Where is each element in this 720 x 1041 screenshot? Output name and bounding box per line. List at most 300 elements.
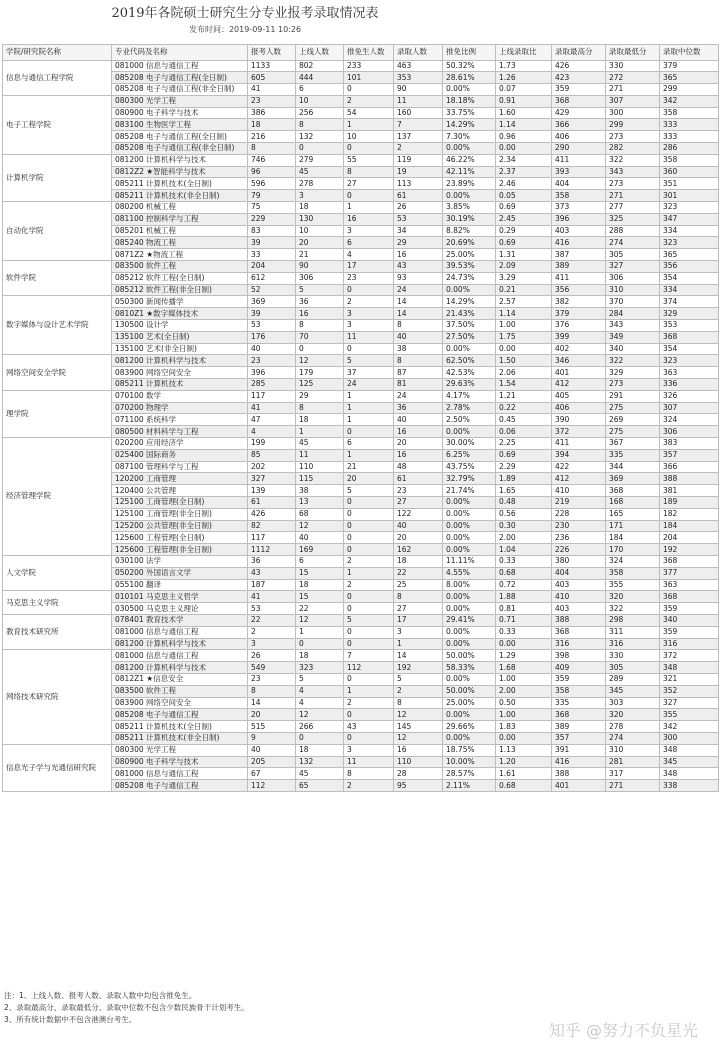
value-cell: 192: [394, 662, 443, 674]
value-cell: 323: [296, 662, 344, 674]
value-cell: 406: [552, 402, 606, 414]
value-cell: 41: [248, 84, 296, 96]
value-cell: 32.79%: [443, 473, 496, 485]
value-cell: 37: [344, 367, 394, 379]
value-cell: 226: [552, 544, 606, 556]
value-cell: 39: [248, 308, 296, 320]
value-cell: 39.53%: [443, 261, 496, 273]
value-cell: 357: [660, 449, 719, 461]
value-cell: 316: [660, 638, 719, 650]
value-cell: 61: [394, 190, 443, 202]
school-name-cell: 自动化学院: [3, 202, 112, 261]
value-cell: 310: [606, 284, 660, 296]
value-cell: 33.75%: [443, 107, 496, 119]
value-cell: 132: [296, 756, 344, 768]
value-cell: 338: [660, 780, 719, 792]
value-cell: 327: [660, 697, 719, 709]
value-cell: 746: [248, 154, 296, 166]
value-cell: 199: [248, 438, 296, 450]
value-cell: 8: [248, 143, 296, 155]
value-cell: 3: [296, 190, 344, 202]
value-cell: 389: [552, 721, 606, 733]
major-cell: 085208 电子与通信工程(非全日制): [112, 143, 248, 155]
value-cell: 1: [296, 426, 344, 438]
value-cell: 16: [394, 426, 443, 438]
major-cell: 080500 材料科学与工程: [112, 426, 248, 438]
value-cell: 359: [552, 84, 606, 96]
value-cell: 0: [344, 591, 394, 603]
major-cell: 125600 工程管理(全日制): [112, 532, 248, 544]
major-cell: 085212 软件工程(非全日制): [112, 284, 248, 296]
value-cell: 8: [394, 697, 443, 709]
value-cell: 388: [552, 614, 606, 626]
major-cell: 025400 国际商务: [112, 449, 248, 461]
major-cell: 030100 法学: [112, 555, 248, 567]
value-cell: 204: [248, 261, 296, 273]
value-cell: 0.00%: [443, 190, 496, 202]
value-cell: 4: [296, 697, 344, 709]
value-cell: 23: [248, 355, 296, 367]
value-cell: 0.00%: [443, 638, 496, 650]
value-cell: 409: [552, 662, 606, 674]
value-cell: 0.00%: [443, 626, 496, 638]
value-cell: 27: [344, 178, 394, 190]
value-cell: 11: [296, 449, 344, 461]
value-cell: 0: [344, 496, 394, 508]
value-cell: 388: [660, 473, 719, 485]
value-cell: 1: [344, 567, 394, 579]
value-cell: 416: [552, 237, 606, 249]
value-cell: 345: [606, 685, 660, 697]
value-cell: 0: [344, 603, 394, 615]
value-cell: 422: [552, 461, 606, 473]
value-cell: 403: [552, 579, 606, 591]
major-cell: 081100 控制科学与工程: [112, 213, 248, 225]
value-cell: 28.61%: [443, 72, 496, 84]
value-cell: 4.55%: [443, 567, 496, 579]
value-cell: 40: [394, 331, 443, 343]
value-cell: 323: [660, 237, 719, 249]
value-cell: 0.00: [496, 732, 552, 744]
value-cell: 2.25: [496, 438, 552, 450]
value-cell: 0.00%: [443, 603, 496, 615]
value-cell: 363: [660, 579, 719, 591]
value-cell: 117: [248, 390, 296, 402]
value-cell: 0.00%: [443, 532, 496, 544]
table-row: [3, 296, 719, 308]
value-cell: 8: [296, 119, 344, 131]
value-cell: 281: [606, 756, 660, 768]
value-cell: 374: [660, 296, 719, 308]
value-cell: 18: [296, 202, 344, 214]
column-header: 学院/研究院名称: [3, 45, 112, 61]
value-cell: 29: [296, 390, 344, 402]
value-cell: 2.50%: [443, 414, 496, 426]
value-cell: 273: [606, 131, 660, 143]
major-cell: 085208 电子与通信工程(全日制): [112, 72, 248, 84]
value-cell: 345: [660, 756, 719, 768]
page-title: 2019年各院硕士研究生分专业报考录取情况表: [111, 6, 379, 21]
major-cell: 080900 电子科学与技术: [112, 107, 248, 119]
value-cell: 62.50%: [443, 355, 496, 367]
value-cell: 365: [660, 249, 719, 261]
column-header: 录取中位数: [660, 45, 719, 61]
value-cell: 269: [606, 414, 660, 426]
value-cell: 360: [660, 166, 719, 178]
value-cell: 1: [344, 119, 394, 131]
value-cell: 8: [394, 591, 443, 603]
value-cell: 0.96: [496, 131, 552, 143]
value-cell: 95: [394, 780, 443, 792]
table-row: [3, 60, 719, 72]
column-header: 专业代码及名称: [112, 45, 248, 61]
major-cell: 135100 艺术(全日制): [112, 331, 248, 343]
value-cell: 15: [296, 591, 344, 603]
value-cell: 390: [552, 414, 606, 426]
value-cell: 285: [248, 379, 296, 391]
value-cell: 169: [296, 544, 344, 556]
value-cell: 67: [248, 768, 296, 780]
value-cell: 316: [606, 638, 660, 650]
value-cell: 45: [296, 166, 344, 178]
value-cell: 112: [248, 780, 296, 792]
value-cell: 396: [552, 213, 606, 225]
value-cell: 1112: [248, 544, 296, 556]
value-cell: 43: [394, 261, 443, 273]
value-cell: 179: [296, 367, 344, 379]
major-cell: 087100 管理科学与工程: [112, 461, 248, 473]
major-cell: 085211 计算机技术(非全日制): [112, 190, 248, 202]
value-cell: 42.53%: [443, 367, 496, 379]
value-cell: 43: [344, 721, 394, 733]
major-cell: 120200 工商管理: [112, 473, 248, 485]
value-cell: 0: [344, 426, 394, 438]
value-cell: 18: [296, 650, 344, 662]
value-cell: 14: [394, 650, 443, 662]
value-cell: 79: [248, 190, 296, 202]
value-cell: 145: [394, 721, 443, 733]
value-cell: 404: [552, 567, 606, 579]
value-cell: 0.68: [496, 567, 552, 579]
value-cell: 0.48: [496, 496, 552, 508]
value-cell: 383: [660, 438, 719, 450]
major-cell: 070100 数学: [112, 390, 248, 402]
value-cell: 1.54: [496, 379, 552, 391]
value-cell: 26: [248, 650, 296, 662]
value-cell: 70: [296, 331, 344, 343]
value-cell: 2.78%: [443, 402, 496, 414]
value-cell: 0: [344, 544, 394, 556]
value-cell: 1.88: [496, 591, 552, 603]
footnote: 3、所有统计数据中不包含港澳台考生。: [4, 1015, 137, 1024]
value-cell: 40: [248, 744, 296, 756]
value-cell: 7.30%: [443, 131, 496, 143]
value-cell: 429: [552, 107, 606, 119]
value-cell: 0.00%: [443, 709, 496, 721]
major-cell: 085208 电子与通信工程: [112, 709, 248, 721]
value-cell: 463: [394, 60, 443, 72]
value-cell: 21: [344, 461, 394, 473]
major-cell: 080200 机械工程: [112, 202, 248, 214]
major-cell: 055100 翻译: [112, 579, 248, 591]
value-cell: 28.57%: [443, 768, 496, 780]
value-cell: 137: [394, 131, 443, 143]
major-cell: 130500 设计学: [112, 320, 248, 332]
value-cell: 266: [296, 721, 344, 733]
table-row: [3, 438, 719, 450]
value-cell: 11.11%: [443, 555, 496, 567]
value-cell: 1.60: [496, 107, 552, 119]
value-cell: 372: [552, 426, 606, 438]
value-cell: 8: [296, 402, 344, 414]
value-cell: 12: [296, 355, 344, 367]
value-cell: 353: [660, 320, 719, 332]
value-cell: 327: [606, 261, 660, 273]
value-cell: 96: [248, 166, 296, 178]
value-cell: 347: [660, 213, 719, 225]
value-cell: 14: [394, 308, 443, 320]
value-cell: 3: [344, 744, 394, 756]
value-cell: 305: [606, 662, 660, 674]
value-cell: 344: [606, 461, 660, 473]
value-cell: 0.29: [496, 225, 552, 237]
value-cell: 10: [296, 225, 344, 237]
value-cell: 50.32%: [443, 60, 496, 72]
value-cell: 256: [296, 107, 344, 119]
value-cell: 379: [552, 308, 606, 320]
value-cell: 7: [344, 650, 394, 662]
major-cell: 085211 计算机技术(全日制): [112, 178, 248, 190]
school-name-cell: 网络空间安全学院: [3, 355, 112, 390]
value-cell: 160: [394, 107, 443, 119]
value-cell: 170: [606, 544, 660, 556]
major-cell: 083500 软件工程: [112, 685, 248, 697]
value-cell: 204: [660, 532, 719, 544]
value-cell: 29: [394, 237, 443, 249]
school-name-cell: 计算机学院: [3, 154, 112, 201]
value-cell: 54: [344, 107, 394, 119]
value-cell: 23: [248, 95, 296, 107]
value-cell: 359: [552, 673, 606, 685]
value-cell: 2: [344, 555, 394, 567]
major-cell: 078401 教育技术学: [112, 614, 248, 626]
value-cell: 2: [344, 579, 394, 591]
value-cell: 348: [660, 662, 719, 674]
value-cell: 336: [660, 379, 719, 391]
value-cell: 2.46: [496, 178, 552, 190]
value-cell: 2.29: [496, 461, 552, 473]
value-cell: 368: [660, 331, 719, 343]
value-cell: 352: [660, 685, 719, 697]
value-cell: 1.14: [496, 308, 552, 320]
value-cell: 81: [394, 379, 443, 391]
value-cell: 168: [606, 496, 660, 508]
value-cell: 24: [344, 379, 394, 391]
value-cell: 37.50%: [443, 320, 496, 332]
value-cell: 2.06: [496, 367, 552, 379]
value-cell: 0.00%: [443, 508, 496, 520]
value-cell: 8: [296, 320, 344, 332]
value-cell: 343: [606, 166, 660, 178]
major-cell: 125100 工商管理(非全日制): [112, 508, 248, 520]
value-cell: 2.45: [496, 213, 552, 225]
value-cell: 18.18%: [443, 95, 496, 107]
value-cell: 271: [606, 84, 660, 96]
major-cell: 030500 马克思主义理论: [112, 603, 248, 615]
value-cell: 288: [606, 225, 660, 237]
value-cell: 330: [606, 60, 660, 72]
major-cell: 080300 光学工程: [112, 744, 248, 756]
value-cell: 0.05: [496, 190, 552, 202]
footnotes: [4, 990, 249, 1026]
major-cell: 081000 信息与通信工程: [112, 626, 248, 638]
value-cell: 0.30: [496, 520, 552, 532]
value-cell: 317: [606, 768, 660, 780]
value-cell: 0: [344, 284, 394, 296]
value-cell: 2: [394, 143, 443, 155]
value-cell: 189: [660, 496, 719, 508]
value-cell: 275: [606, 402, 660, 414]
value-cell: 5: [296, 673, 344, 685]
value-cell: 55: [344, 154, 394, 166]
value-cell: 401: [552, 367, 606, 379]
value-cell: 0.00%: [443, 343, 496, 355]
value-cell: 274: [606, 732, 660, 744]
school-name-cell: 教育技术研究所: [3, 614, 112, 649]
value-cell: 0.00%: [443, 284, 496, 296]
value-cell: 4: [248, 426, 296, 438]
value-cell: 233: [344, 60, 394, 72]
value-cell: 324: [660, 414, 719, 426]
value-cell: 286: [660, 143, 719, 155]
footnote: 2、录取最高分、录取最低分、录取中位数不包含少数民族骨干计划考生。: [4, 1003, 249, 1012]
value-cell: 45: [296, 438, 344, 450]
value-cell: 90: [394, 84, 443, 96]
value-cell: 0: [296, 638, 344, 650]
value-cell: 5: [394, 673, 443, 685]
value-cell: 391: [552, 744, 606, 756]
value-cell: 366: [552, 119, 606, 131]
value-cell: 83: [248, 225, 296, 237]
major-cell: 0812Z2 ★智能科学与技术: [112, 166, 248, 178]
value-cell: 6: [296, 84, 344, 96]
major-cell: 085211 计算机技术: [112, 379, 248, 391]
value-cell: 184: [606, 532, 660, 544]
value-cell: 40: [296, 532, 344, 544]
value-cell: 0.00%: [443, 732, 496, 744]
value-cell: 2.37: [496, 166, 552, 178]
value-cell: 0.00%: [443, 520, 496, 532]
column-header: 上线录取比: [496, 45, 552, 61]
value-cell: 10: [344, 131, 394, 143]
school-name-cell: 人文学院: [3, 555, 112, 590]
value-cell: 0: [344, 709, 394, 721]
value-cell: 307: [660, 402, 719, 414]
value-cell: 322: [606, 603, 660, 615]
table-row: [3, 390, 719, 402]
value-cell: 373: [552, 202, 606, 214]
value-cell: 0: [344, 638, 394, 650]
value-cell: 7: [394, 119, 443, 131]
value-cell: 278: [606, 721, 660, 733]
value-cell: 18: [296, 579, 344, 591]
value-cell: 25.00%: [443, 249, 496, 261]
value-cell: 219: [552, 496, 606, 508]
value-cell: 279: [296, 154, 344, 166]
school-name-cell: 马克思主义学院: [3, 591, 112, 615]
value-cell: 58.33%: [443, 662, 496, 674]
value-cell: 6: [344, 438, 394, 450]
value-cell: 0.00: [496, 343, 552, 355]
value-cell: 1.00: [496, 320, 552, 332]
value-cell: 1.26: [496, 72, 552, 84]
value-cell: 0.69: [496, 202, 552, 214]
value-cell: 17: [344, 261, 394, 273]
value-cell: 27: [394, 496, 443, 508]
value-cell: 0.00%: [443, 84, 496, 96]
value-cell: 19: [394, 166, 443, 178]
value-cell: 322: [606, 355, 660, 367]
value-cell: 110: [296, 461, 344, 473]
value-cell: 85: [248, 449, 296, 461]
value-cell: 273: [606, 178, 660, 190]
value-cell: 0: [344, 343, 394, 355]
value-cell: 1.00: [496, 673, 552, 685]
value-cell: 0: [344, 520, 394, 532]
value-cell: 327: [248, 473, 296, 485]
value-cell: 0: [344, 508, 394, 520]
value-cell: 2: [344, 780, 394, 792]
value-cell: 368: [552, 626, 606, 638]
value-cell: 61: [394, 473, 443, 485]
table-body: [3, 45, 719, 792]
major-cell: 050300 新闻传播学: [112, 296, 248, 308]
value-cell: 271: [606, 780, 660, 792]
value-cell: 23: [248, 673, 296, 685]
value-cell: 358: [552, 190, 606, 202]
value-cell: 22: [394, 567, 443, 579]
value-cell: 342: [660, 721, 719, 733]
value-cell: 399: [552, 331, 606, 343]
value-cell: 14.29%: [443, 296, 496, 308]
major-cell: 083500 软件工程: [112, 261, 248, 273]
value-cell: 298: [606, 614, 660, 626]
value-cell: 358: [660, 154, 719, 166]
value-cell: 75: [248, 202, 296, 214]
value-cell: 125: [296, 379, 344, 391]
value-cell: 369: [248, 296, 296, 308]
value-cell: 176: [248, 331, 296, 343]
major-cell: 071100 系统科学: [112, 414, 248, 426]
value-cell: 36: [394, 402, 443, 414]
value-cell: 162: [394, 544, 443, 556]
value-cell: 369: [606, 473, 660, 485]
table-row: [3, 744, 719, 756]
value-cell: 2.00: [496, 685, 552, 697]
value-cell: 3: [248, 638, 296, 650]
value-cell: 0.22: [496, 402, 552, 414]
value-cell: 388: [552, 768, 606, 780]
school-name-cell: 理学院: [3, 390, 112, 437]
value-cell: 20: [394, 438, 443, 450]
value-cell: 291: [606, 390, 660, 402]
value-cell: 0.33: [496, 626, 552, 638]
value-cell: 5: [344, 485, 394, 497]
admission-table: [2, 44, 719, 792]
value-cell: 372: [660, 650, 719, 662]
value-cell: 24.73%: [443, 272, 496, 284]
value-cell: 0: [344, 673, 394, 685]
